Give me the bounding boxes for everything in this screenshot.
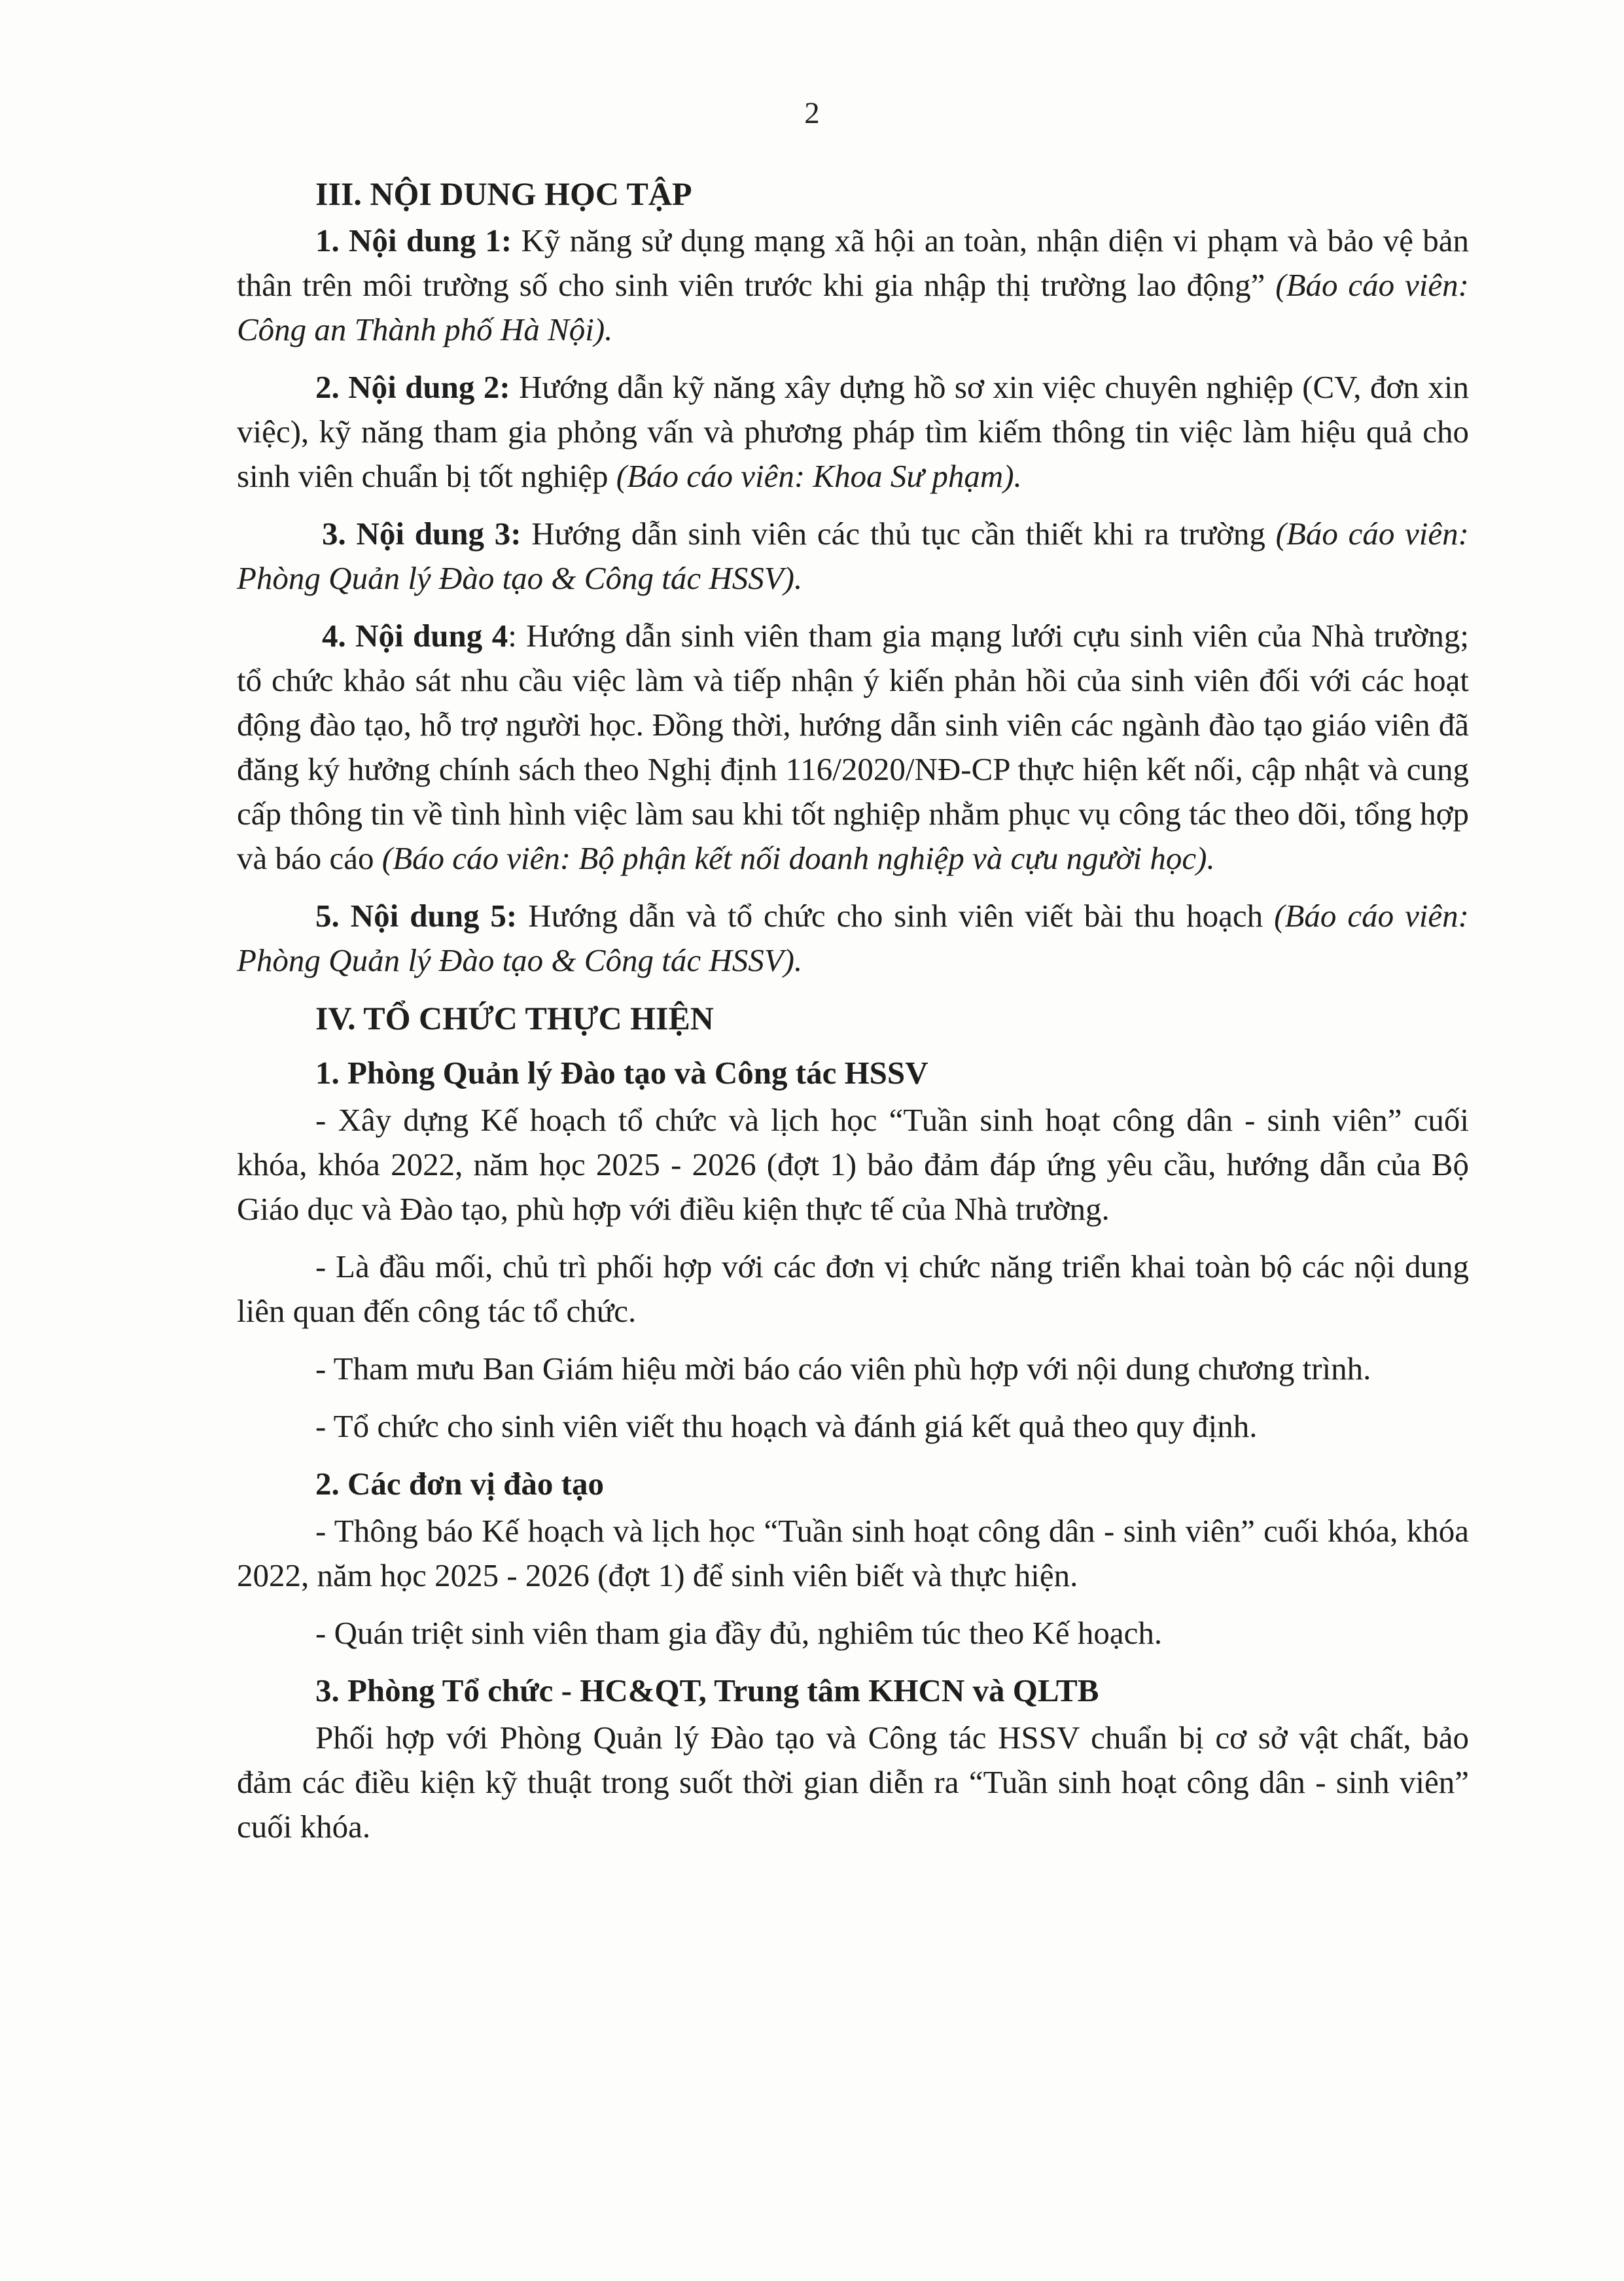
- subsection-3-heading: 3. Phòng Tổ chức - HC&QT, Trung tâm KHCN và QLTB: [315, 1672, 1099, 1708]
- content-item-2-text: Hướng dẫn kỹ năng xây dựng hồ sơ xin việc chuyên nghiệp (CV, đơn xin việc), kỹ năng tham gia phỏng vấn và phương pháp tìm kiếm thông tin việc làm hiệu quả cho sinh viên chuẩn bị tốt nghiệp: [237, 369, 1469, 494]
- subsection-2-para-2: - Quán triệt sinh viên tham gia đầy đủ, nghiêm túc theo Kế hoạch.: [315, 1615, 1163, 1651]
- content-item-2-ref: (Báo cáo viên: Khoa Sư phạm).: [616, 458, 1022, 494]
- section-3-heading: III. NỘI DUNG HỌC TẬP: [315, 175, 692, 212]
- subsection-1-para-3: - Tham mưu Ban Giám hiệu mời báo cáo viên phù hợp với nội dung chương trình.: [315, 1351, 1371, 1387]
- content-item-1-ref: (Báo cáo viên: Công an Thành phố Hà Nội).: [237, 267, 1469, 347]
- subsection-2-heading: 2. Các đơn vị đào tạo: [315, 1466, 604, 1502]
- subsection-3-para-1: Phối hợp với Phòng Quản lý Đào tạo và Công tác HSSV chuẩn bị cơ sở vật chất, bảo đảm các điều kiện kỹ thuật trong suốt thời gian diễn ra “Tuần sinh hoạt công dân - sinh viên” cuối khóa.: [237, 1720, 1469, 1845]
- content-item-3-ref: (Báo cáo viên: Phòng Quản lý Đào tạo & Công tác HSSV).: [237, 516, 1469, 596]
- content-item-3-label: 3. Nội dung 3:: [322, 516, 521, 552]
- content-item-2-label: 2. Nội dung 2:: [315, 369, 510, 405]
- document-body: [237, 171, 1469, 1862]
- content-item-5-label: 5. Nội dung 5:: [315, 898, 518, 934]
- content-item-1: [237, 219, 1469, 352]
- content-item-4-ref: (Báo cáo viên: Bộ phận kết nối doanh nghiệp và cựu người học).: [381, 840, 1215, 876]
- content-item-1-label: 1. Nội dung 1:: [315, 222, 512, 258]
- content-item-5: [237, 894, 1469, 983]
- subsection-2-para-1: - Thông báo Kế hoạch và lịch học “Tuần sinh hoạt công dân - sinh viên” cuối khóa, khóa 2022, năm học 2025 - 2026 (đợt 1) để sinh viên biết và thực hiện.: [237, 1513, 1469, 1593]
- content-item-3: [237, 512, 1469, 601]
- content-item-4-label: 4. Nội dung 4: [322, 618, 508, 654]
- content-item-1-text: Kỹ năng sử dụng mạng xã hội an toàn, nhận diện vi phạm và bảo vệ bản thân trên môi trường số cho sinh viên trước khi gia nhập thị trường lao động”: [237, 222, 1469, 303]
- content-item-3-text: Hướng dẫn sinh viên các thủ tục cần thiết khi ra trường: [521, 516, 1276, 552]
- content-item-2: [237, 365, 1469, 499]
- page-number: 2: [804, 96, 820, 130]
- subsection-1-heading: 1. Phòng Quản lý Đào tạo và Công tác HSSV: [315, 1055, 928, 1091]
- subsection-1-para-4: - Tổ chức cho sinh viên viết thu hoạch và đánh giá kết quả theo quy định.: [315, 1408, 1258, 1444]
- subsection-1-para-1: - Xây dựng Kế hoạch tổ chức và lịch học “Tuần sinh hoạt công dân - sinh viên” cuối khóa, khóa 2022, năm học 2025 - 2026 (đợt 1) bảo đảm đáp ứng yêu cầu, hướng dẫn của Bộ Giáo dục và Đào tạo, phù hợp với điều kiện thực tế của Nhà trường.: [237, 1102, 1469, 1227]
- content-item-4-text: : Hướng dẫn sinh viên tham gia mạng lưới cựu sinh viên của Nhà trường; tổ chức khảo sát nhu cầu việc làm và tiếp nhận ý kiến phản hồi của sinh viên đối với các hoạt động đào tạo, hỗ trợ người học. Đồng thời, hướng dẫn sinh viên các ngành đào tạo giáo viên đã đăng ký hưởng chính sách theo Nghị định 116/2020/NĐ-CP thực hiện kết nối, cập nhật và cung cấp thông tin về tình hình việc làm sau khi tốt nghiệp nhằm phục vụ công tác theo dõi, tổng hợp và báo cáo: [237, 618, 1469, 876]
- content-item-5-ref: (Báo cáo viên: Phòng Quản lý Đào tạo & Công tác HSSV).: [237, 898, 1469, 978]
- subsection-1-para-2: - Là đầu mối, chủ trì phối hợp với các đơn vị chức năng triển khai toàn bộ các nội dung liên quan đến công tác tổ chức.: [237, 1248, 1469, 1329]
- content-item-5-text: Hướng dẫn và tổ chức cho sinh viên viết bài thu hoạch: [517, 898, 1275, 934]
- section-4-heading: IV. TỔ CHỨC THỰC HIỆN: [315, 1000, 714, 1036]
- content-item-4: [237, 614, 1469, 881]
